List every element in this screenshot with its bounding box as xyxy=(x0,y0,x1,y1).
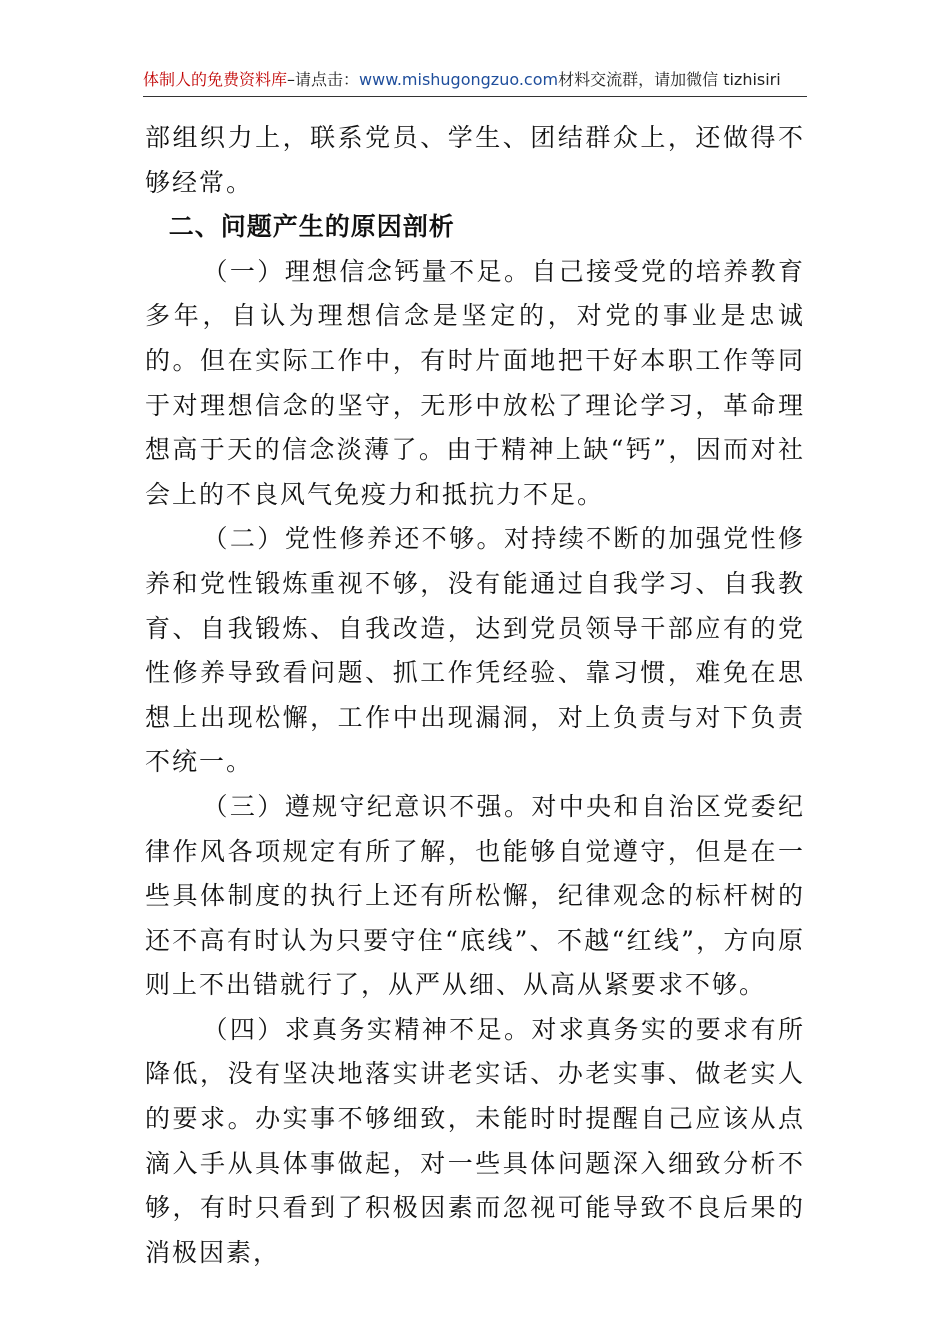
continuation-paragraph: 部组织力上，联系党员、学生、团结群众上，还做得不够经常。 xyxy=(145,123,805,197)
paragraph-one: （一）理想信念钙量不足。自己接受党的培养教育多年，自认为理想信念是坚定的，对党的事业是忠诚的。但在实际工作中，有时片面地把干好本职工作等同于对理想信念的坚守，无形中放松了理论学习，革命理想高于天的信念淡薄了。由于精神上缺“钙”，因而对社会上的不良风气免疫力和抵抗力不足。 xyxy=(145,256,805,509)
section-heading: 二、问题产生的原因剖析 xyxy=(168,212,455,242)
page-header xyxy=(143,66,807,97)
paragraph-three: （三）遵规守纪意识不强。对中央和自治区党委纪律作风各项规定有所了解，也能够自觉遵守，但是在一些具体制度的执行上还有所松懈，纪律观念的标杆树的还不高有时认为只要守住“底线”、不越“红线”，方向原则上不出错就行了，从严从细、从高从紧要求不够。 xyxy=(145,791,805,1000)
header-prefix: –请点击： xyxy=(287,70,360,89)
document-body xyxy=(145,116,805,1275)
paragraph-four: （四）求真务实精神不足。对求真务实的要求有所降低，没有坚决地落实讲老实话、办老实事、做老实人的要求。办实事不够细致，未能时时提醒自己应该从点滴入手从具体事做起，对一些具体问题深入细致分析不够，有时只看到了积极因素而忽视可能导致不良后果的消极因素， xyxy=(145,1014,805,1267)
header-brand: 体制人的免费资料库 xyxy=(143,70,288,89)
header-suffix: 材料交流群，请加微信 tizhisiri xyxy=(558,70,781,89)
header-url-link[interactable]: www.mishugongzuo.com xyxy=(359,70,559,89)
paragraph-two: （二）党性修养还不够。对持续不断的加强党性修养和党性锻炼重视不够，没有能通过自我学习、自我教育、自我锻炼、自我改造，达到党员领导干部应有的党性修养导致看问题、抓工作凭经验、靠习惯，难免在思想上出现松懈，工作中出现漏洞，对上负责与对下负责不统一。 xyxy=(145,524,805,777)
